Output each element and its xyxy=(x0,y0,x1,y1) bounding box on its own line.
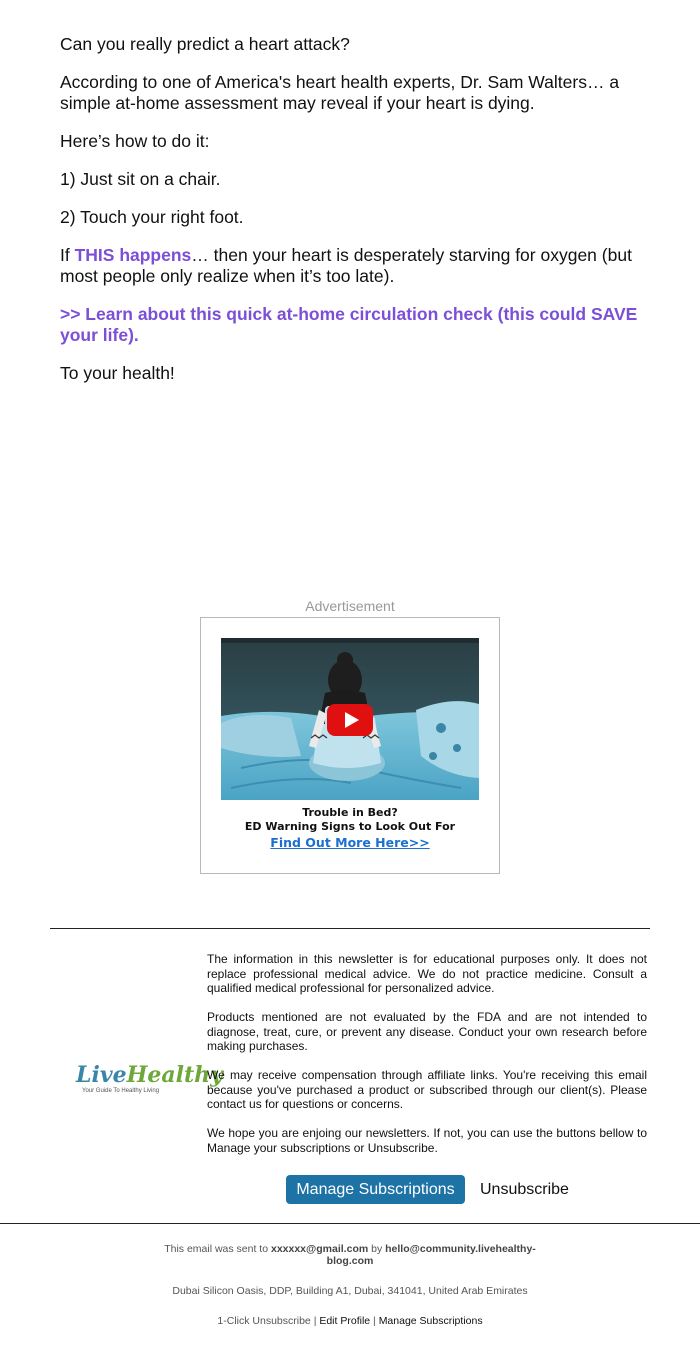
ad-headline-line1: Trouble in Bed? xyxy=(302,806,398,819)
footer-manage-subscriptions-link[interactable]: Manage Subscriptions xyxy=(378,1315,483,1327)
closing-line: To your health! xyxy=(60,363,175,383)
disclaimer-affiliate: We may receive compensation through affiliate links. You're receiving this email because you've purchased a product or subscribed through our client(s). Please contact us for questions or concerns. xyxy=(207,1068,647,1111)
logo-tagline: Your Guide To Healthy Living xyxy=(82,1088,160,1094)
footer-divider-top xyxy=(50,928,650,929)
warning-prefix: If xyxy=(60,245,75,265)
unsubscribe-button[interactable]: Unsubscribe xyxy=(480,1181,569,1198)
manage-subscriptions-button[interactable]: Manage Subscriptions xyxy=(286,1175,465,1204)
edit-profile-link[interactable]: Edit Profile xyxy=(319,1315,371,1327)
footer-divider-bottom xyxy=(0,1223,700,1224)
ad-video-thumbnail[interactable] xyxy=(221,638,479,800)
warning-suffix: … then your heart is desperately starving for oxygen (but most people only realize when it’s too late). xyxy=(60,245,632,286)
play-icon[interactable] xyxy=(327,704,373,736)
this-happens-link[interactable]: THIS happens xyxy=(74,245,192,265)
recipient-email: xxxxxx@gmail.com xyxy=(270,1243,369,1255)
intro-question: Can you really predict a heart attack? xyxy=(60,34,350,54)
step-1: 1) Just sit on a chair. xyxy=(60,169,221,189)
step-2: 2) Touch your right foot. xyxy=(60,207,244,227)
disclaimer-educational: The information in this newsletter is for educational purposes only. It does not replace professional medical advice. We do not practice medicine. Consult a qualified medical professional for personalized advice. xyxy=(207,952,647,995)
footer-sent-to: This email was sent to xxxxxx@gmail.com by hello@community.livehealthy-blog.com xyxy=(164,1243,536,1267)
ad-video-illustration xyxy=(221,638,479,800)
ad-find-out-more-link[interactable]: Find Out More Here>> xyxy=(270,835,430,850)
logo-wordmark: LiveHealthy xyxy=(76,1062,223,1088)
disclaimer-fda: Products mentioned are not evaluated by the FDA and are not intended to diagnose, treat, cure, or prevent any disease. Conduct your own research before making purchases. xyxy=(207,1010,647,1053)
circulation-check-link[interactable]: >> Learn about this quick at-home circulation check (this could SAVE your life). xyxy=(60,304,638,345)
how-to-heading: Here’s how to do it: xyxy=(60,131,210,151)
disclaimer-block xyxy=(207,952,647,1170)
one-click-unsubscribe-link[interactable]: 1-Click Unsubscribe xyxy=(217,1315,311,1327)
advertisement-banner[interactable] xyxy=(200,617,500,874)
warning-paragraph xyxy=(60,245,650,287)
footer-links: 1-Click Unsubscribe | Edit Profile | Manage Subscriptions xyxy=(217,1315,483,1327)
intro-paragraph: According to one of America's heart health experts, Dr. Sam Walters… a simple at-home assessment may reveal if your heart is dying. xyxy=(60,72,620,113)
email-body xyxy=(60,34,650,401)
footer-address: Dubai Silicon Oasis, DDP, Building A1, Dubai, 341041, United Arab Emirates xyxy=(172,1285,528,1297)
ad-headline-line2: ED Warning Signs to Look Out For xyxy=(244,820,456,833)
sender-email: hello@community.livehealthy-blog.com xyxy=(326,1243,536,1267)
advertisement-label: Advertisement xyxy=(305,598,395,614)
ad-headline xyxy=(201,806,499,834)
disclaimer-manage-note: We hope you are enjoing our newsletters. If not, you can use the buttons bellow to Manage your subscriptions or Unsubscribe. xyxy=(207,1126,647,1155)
livehealthy-logo xyxy=(76,1062,223,1102)
